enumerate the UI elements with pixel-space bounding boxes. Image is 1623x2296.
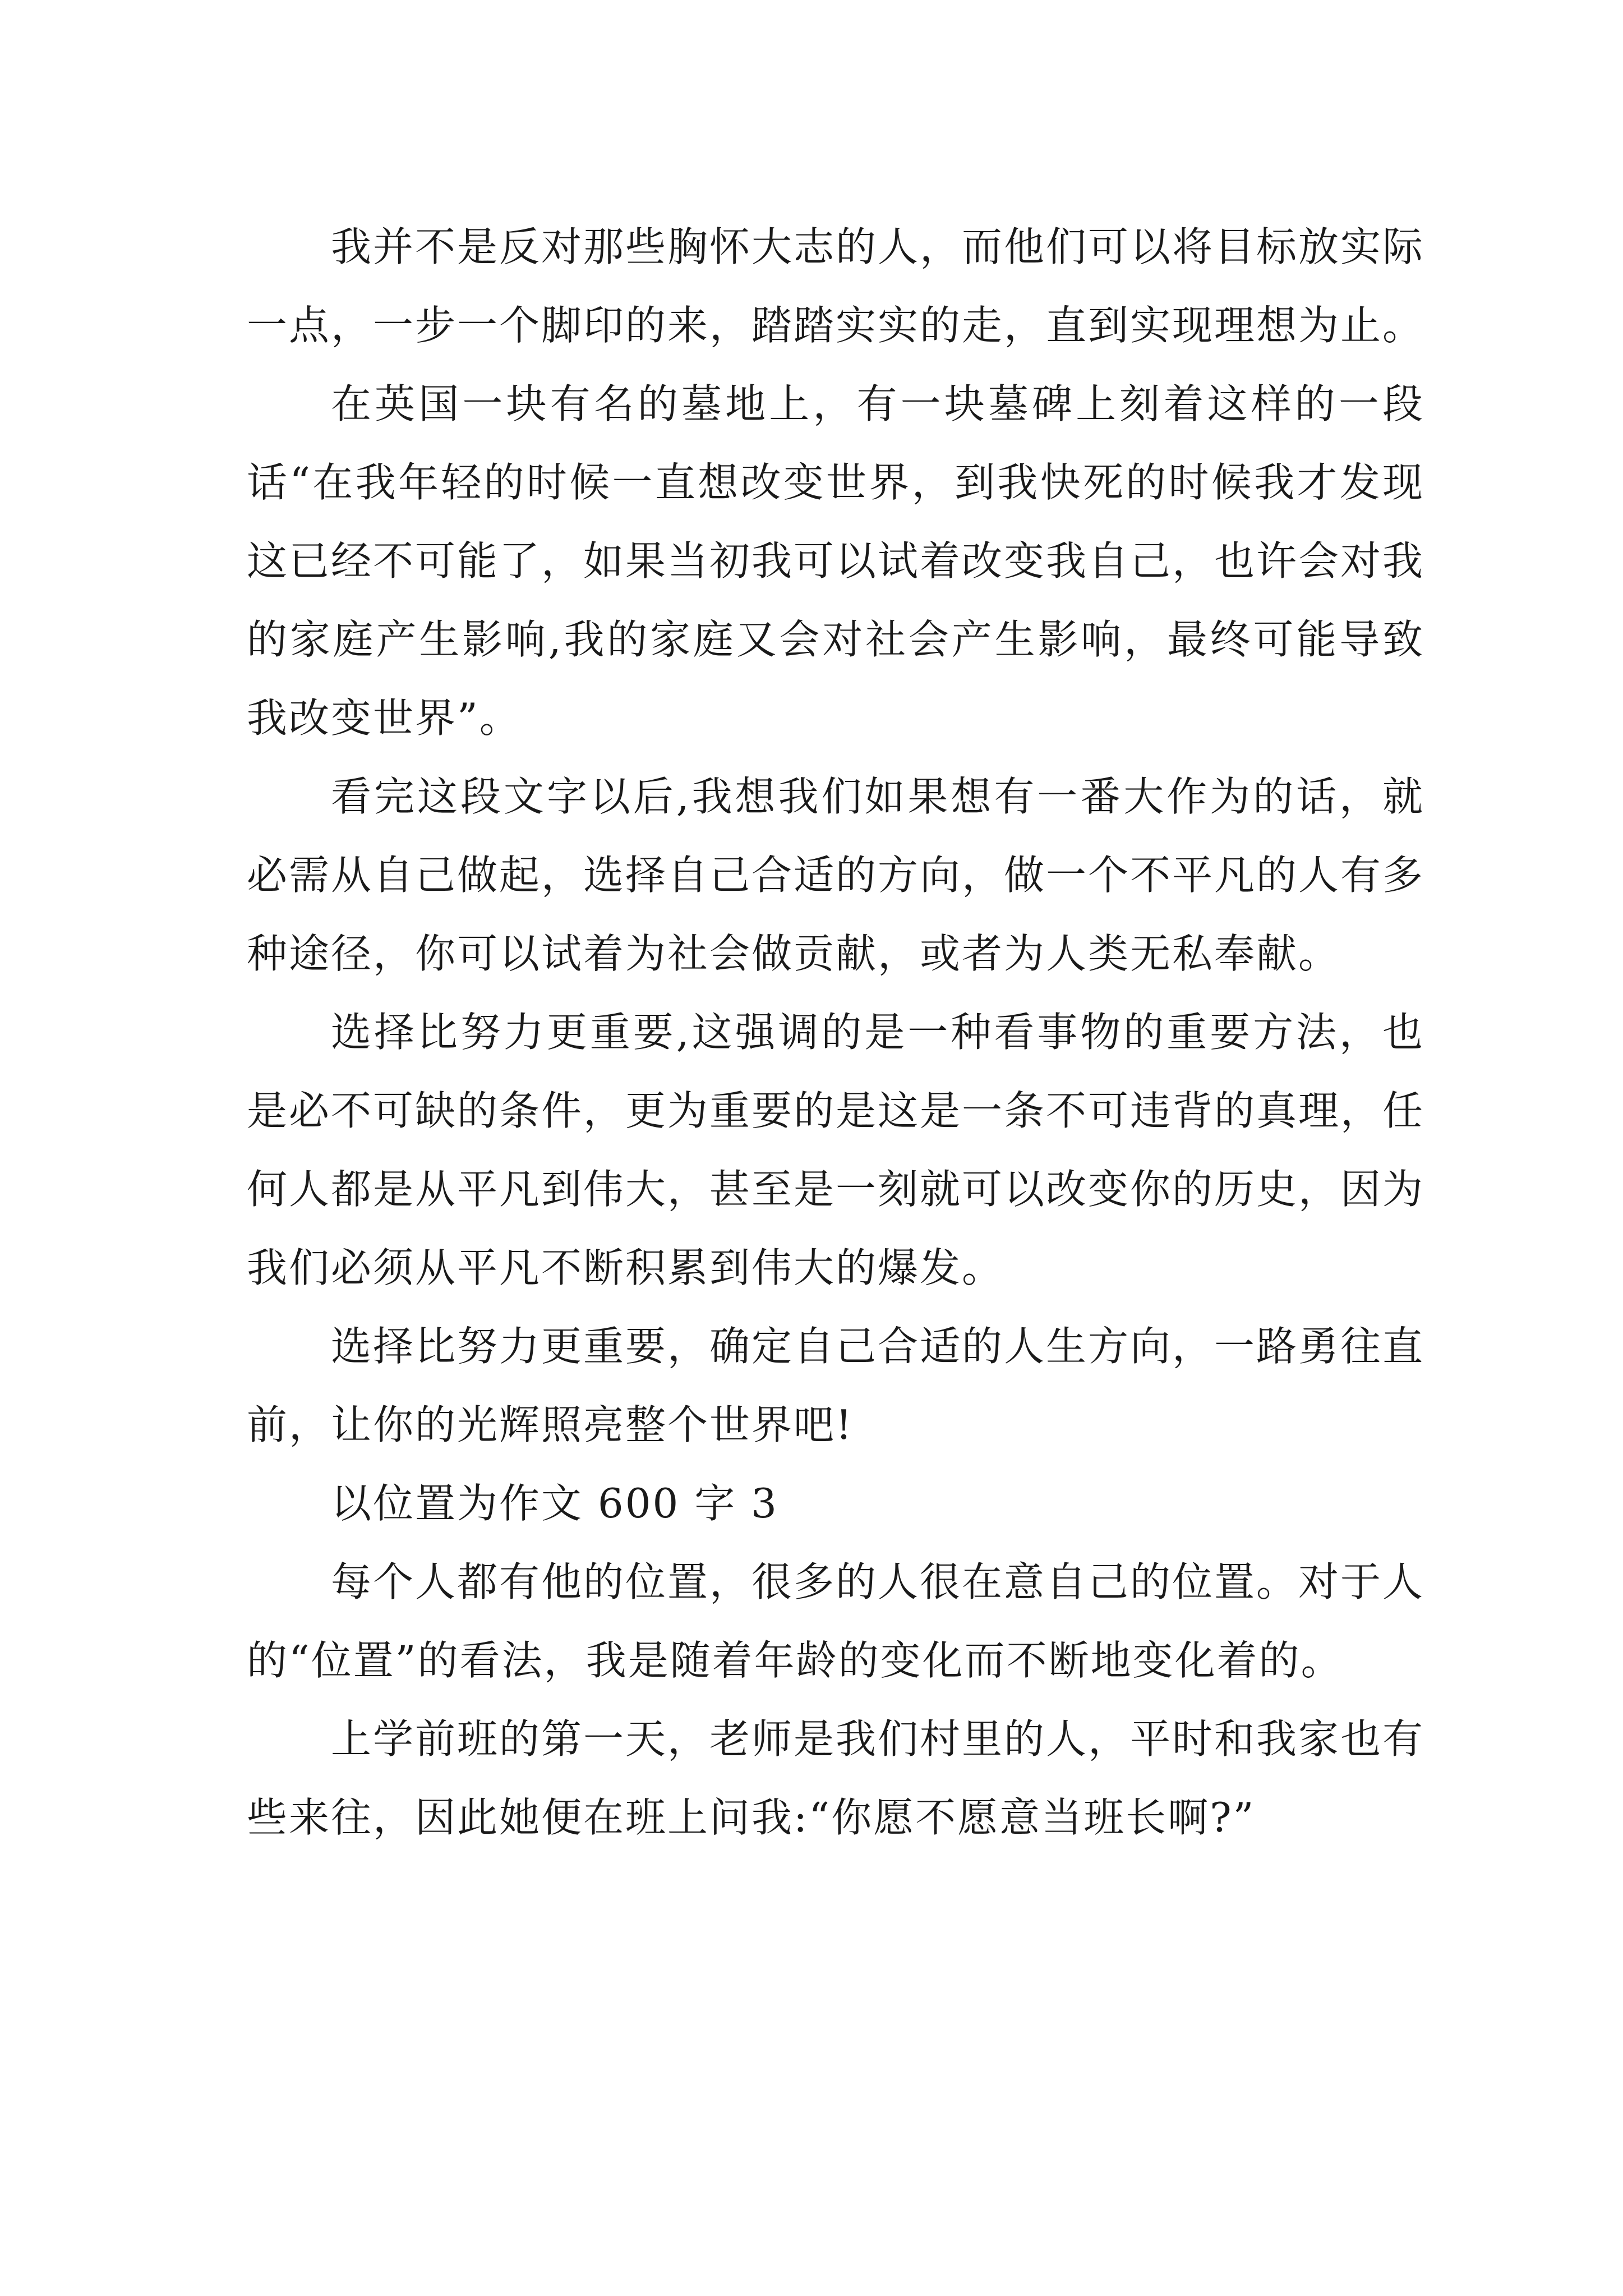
paragraph-2: 在英国一块有名的墓地上，有一块墓碑上刻着这样的一段话“在我年轻的时候一直想改变世界，到我快死的时候我才发现这已经不可能了，如果当初我可以试着改变我自己，也许会对我的家庭产生影响,我的家庭又会对社会产生影响，最终可能导致我改变世界”。 (247, 380, 1425, 742)
section-heading: 以位置为作文 600 字 3 (331, 1480, 778, 1527)
paragraph-7: 上学前班的第一天，老师是我们村里的人，平时和我家也有些来往，因此她便在班上问我:“你愿不愿意当班长啊?” (247, 1715, 1425, 1841)
paragraph-3: 看完这段文字以后,我想我们如果想有一番大作为的话，就必需从自己做起，选择自己合适的方向，做一个不平凡的人有多种途径，你可以试着为社会做贡献，或者为人类无私奉献。 (247, 773, 1425, 977)
document-body (247, 208, 1424, 1857)
paragraph-6: 每个人都有他的位置，很多的人很在意自己的位置。对于人的“位置”的看法，我是随着年龄的变化而不断地变化着的。 (247, 1558, 1425, 1684)
paragraph-5: 选择比努力更重要，确定自己合适的人生方向，一路勇往直前，让你的光辉照亮整个世界吧! (247, 1323, 1425, 1448)
paragraph-4: 选择比努力更重要,这强调的是一种看事物的重要方法，也是必不可缺的条件，更为重要的是这是一条不可违背的真理，任何人都是从平凡到伟大，甚至是一刻就可以改变你的历史，因为我们必须从平凡不断积累到伟大的爆发。 (247, 1009, 1425, 1291)
paragraph-1: 我并不是反对那些胸怀大志的人，而他们可以将目标放实际一点，一步一个脚印的来，踏踏实实的走，直到实现理想为止。 (247, 223, 1425, 349)
